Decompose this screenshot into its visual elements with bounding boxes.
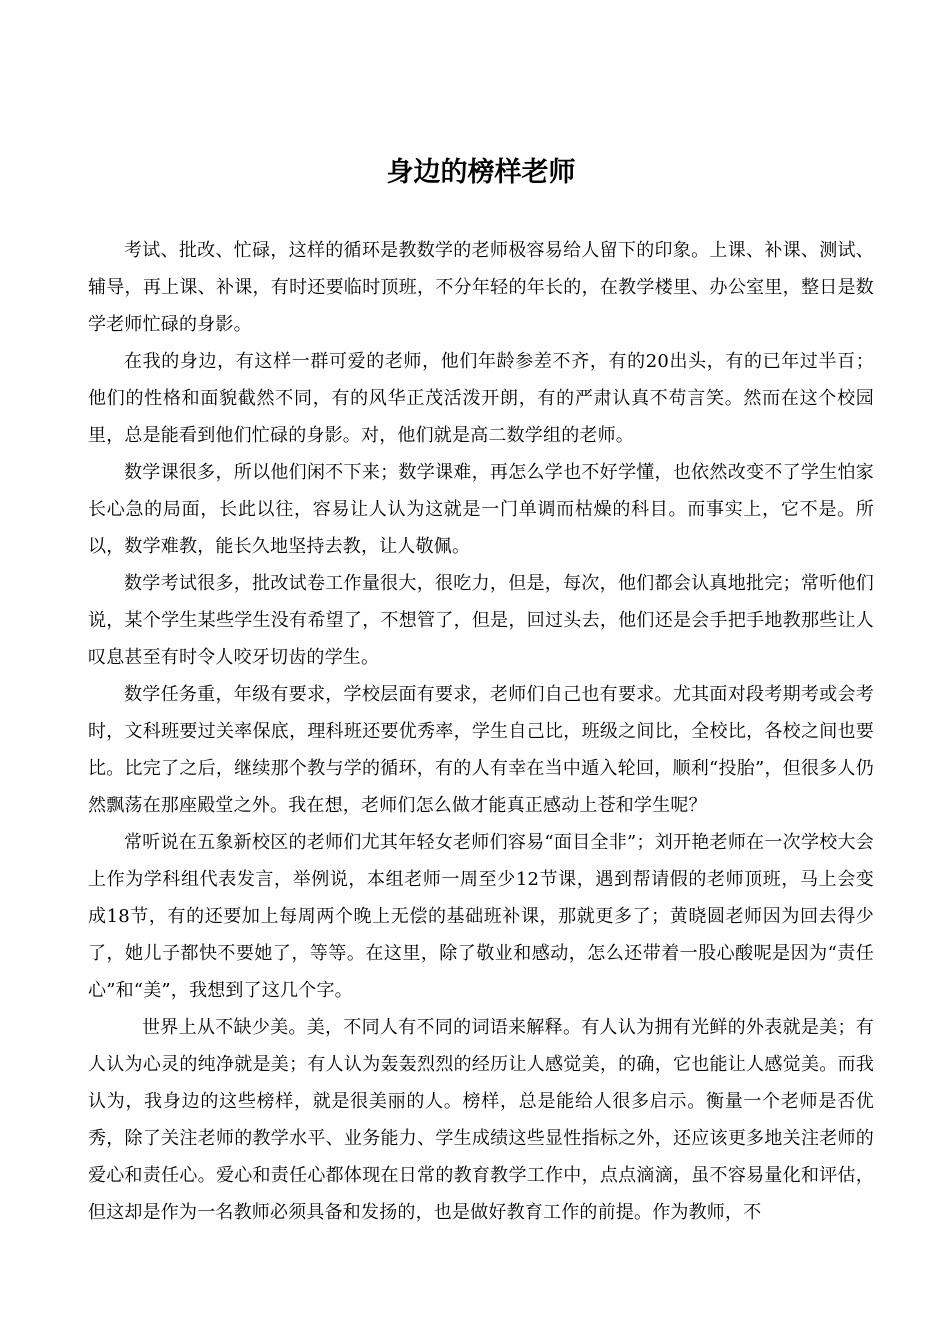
paragraph-3: 数学课很多，所以他们闲不下来；数学课难，再怎么学也不好学懂，也依然改变不了学生怕家长心急的局面，长此以往，容易让人认为这就是一门单调而枯燥的科目。而事实上，它不是。所以，数学难教，能长久地坚持去教，让人敬佩。 [88, 462, 874, 557]
paragraph-7: 世界上从不缺少美。美，不同人有不同的词语来解释。有人认为拥有光鲜的外表就是美；有人认为心灵的纯净就是美；有人认为轰轰烈烈的经历让人感觉美，的确，它也能让人感觉美。而我认为，我身边的这些榜样，就是很美丽的人。榜样，总是能给人很多启示。衡量一个老师是否优秀，除了关注老师的教学水平、业务能力、学生成绩这些显性指标之外，还应该更多地关注老师的爱心和责任心。爱心和责任心都体现在日常的教育教学工作中，点点滴滴，虽不容易量化和评估，但这却是作为一名教师必须具备和发扬的，也是做好教育工作的前提。作为教师，不 [88, 1017, 874, 1223]
paragraph-2: 在我的身边，有这样一群可爱的老师，他们年龄参差不齐，有的20出头，有的已年过半百；他们的性格和面貌截然不同，有的风华正茂活泼开朗，有的严肃认真不苟言笑。然而在这个校园里，总是能看到他们忙碌的身影。对，他们就是高二数学组的老师。 [88, 351, 874, 446]
paragraph-1: 考试、批改、忙碌，这样的循环是教数学的老师极容易给人留下的印象。上课、补课、测试、辅导，再上课、补课，有时还要临时顶班，不分年轻的年长的，在教学楼里、办公室里，整日是数学老师忙碌的身影。 [88, 240, 874, 335]
document-title: 身边的榜样老师 [386, 157, 576, 188]
paragraph-6: 常听说在五象新校区的老师们尤其年轻女老师们容易“面目全非”；刘开艳老师在一次学校大会上作为学科组代表发言，举例说，本组老师一周至少12节课，遇到帮请假的老师顶班，马上会变成18节，有的还要加上每周两个晚上无偿的基础班补课，那就更多了；黄晓圆老师因为回去得少了，她儿子都快不要她了，等等。在这里，除了敬业和感动，怎么还带着一股心酸呢是因为“责任心”和“美”，我想到了这几个字。 [88, 832, 874, 1001]
document-body [88, 232, 874, 1231]
paragraph-4: 数学考试很多，批改试卷工作量很大，很吃力，但是，每次，他们都会认真地批完；常听他们说，某个学生某些学生没有希望了，不想管了，但是，回过头去，他们还是会手把手地教那些让人叹息甚至有时令人咬牙切齿的学生。 [88, 573, 874, 668]
paragraph-5: 数学任务重，年级有要求，学校层面有要求，老师们自己也有要求。尤其面对段考期考或会考时，文科班要过关率保底，理科班还要优秀率，学生自己比，班级之间比，全校比，各校之间也要比。比完了之后，继续那个教与学的循环，有的人有幸在当中遁入轮回，顺利“投胎”，但很多人仍然飘荡在那座殿堂之外。我在想，老师们怎么做才能真正感动上苍和学生呢？ [88, 684, 874, 816]
